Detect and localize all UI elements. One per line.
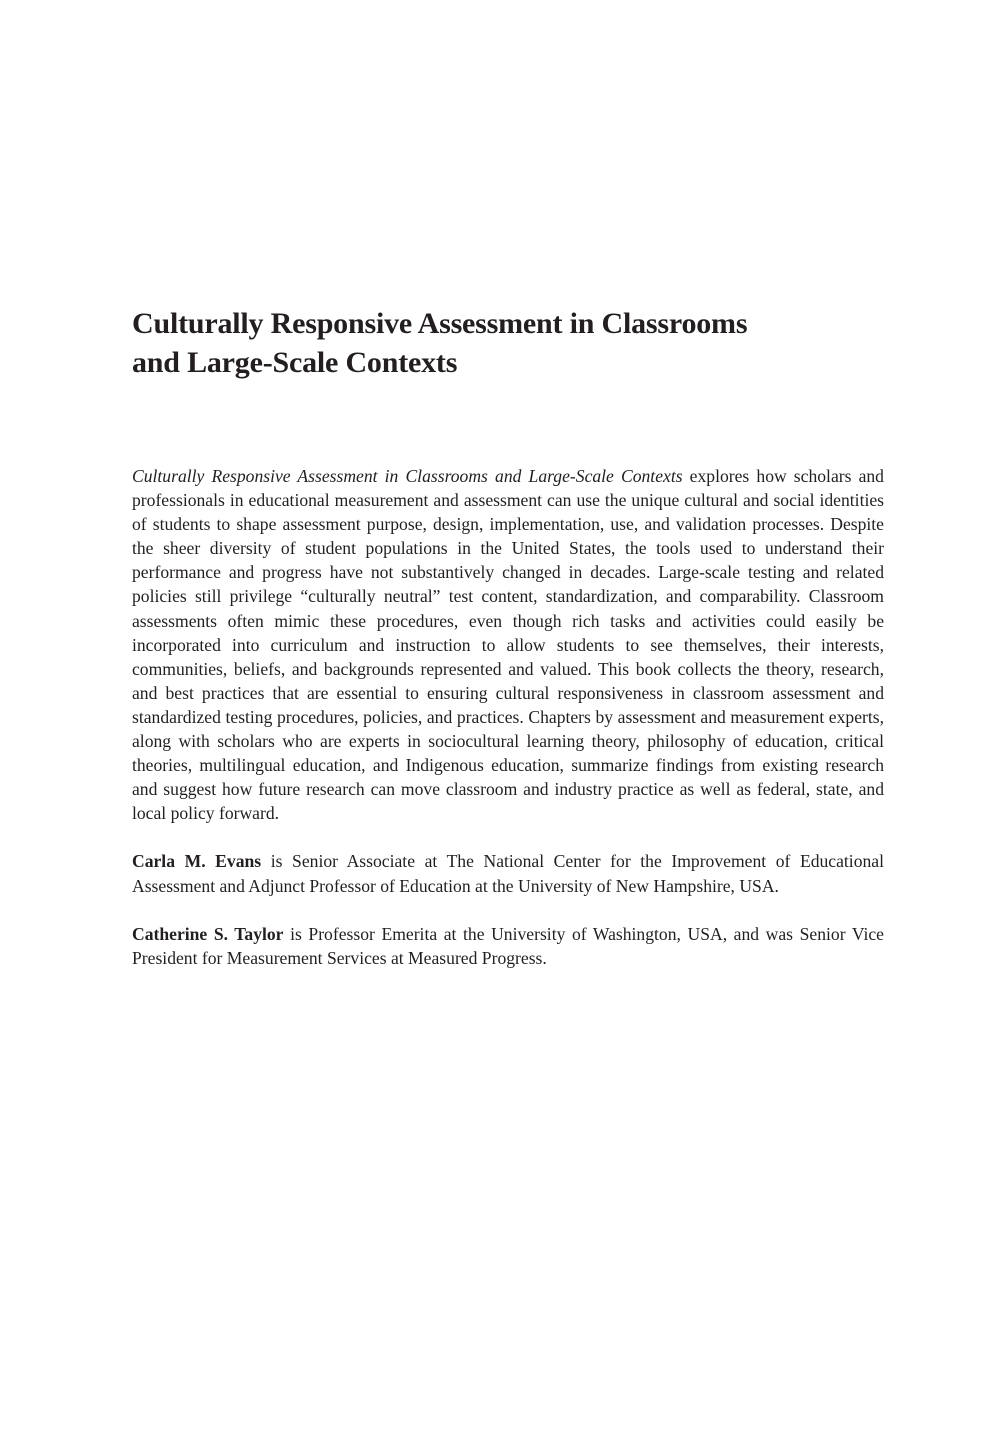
book-description xyxy=(132,464,884,825)
book-description-text: explores how scholars and professionals in educational measurement and assessment can use the unique cultural and social identities of students to shape assessment purpose, design, implementation, use, and validation processes. Despite the sheer diversity of student populations in the United States, the tools used to understand their performance and progress have not substantively changed in decades. Large-scale testing and related policies still privilege “culturally neutral” test content, standardization, and comparability. Classroom assessments often mimic these procedures, even though rich tasks and activities could easily be incorporated into curriculum and instruction to allow students to see themselves, their interests, communities, beliefs, and backgrounds represented and valued. This book collects the theory, research, and best practices that are essential to ensuring cultural responsiveness in classroom assessment and standardized testing procedures, policies, and practices. Chapters by assessment and measurement experts, along with scholars who are experts in sociocultural learning theory, philosophy of education, critical theories, multilingual education, and Indigenous education, summarize findings from existing research and suggest how future research can move classroom and industry practice as well as federal, state, and local policy forward. xyxy=(132,466,884,824)
book-title-line-2: and Large-Scale Contexts xyxy=(132,346,458,379)
book-back-matter-page xyxy=(132,304,884,970)
author-bio-text-taylor: is Professor Emerita at the University of Washington, USA, and was Senior Vice President for Measurement Services at Measured Progress. xyxy=(132,923,884,968)
author-bio-taylor xyxy=(132,922,884,970)
book-description-title: Culturally Responsive Assessment in Classrooms and Large-Scale Contexts xyxy=(132,466,683,486)
author-name-taylor: Catherine S. Taylor xyxy=(132,923,284,944)
author-name-evans: Carla M. Evans xyxy=(132,851,262,872)
book-title xyxy=(132,304,884,382)
author-bio-evans xyxy=(132,849,884,897)
book-title-line-1: Culturally Responsive Assessment in Classrooms xyxy=(132,307,748,340)
author-bio-text-evans: is Senior Associate at The National Center for the Improvement of Educational Assessment and Adjunct Professor of Education at the University of New Hampshire, USA. xyxy=(132,851,884,896)
